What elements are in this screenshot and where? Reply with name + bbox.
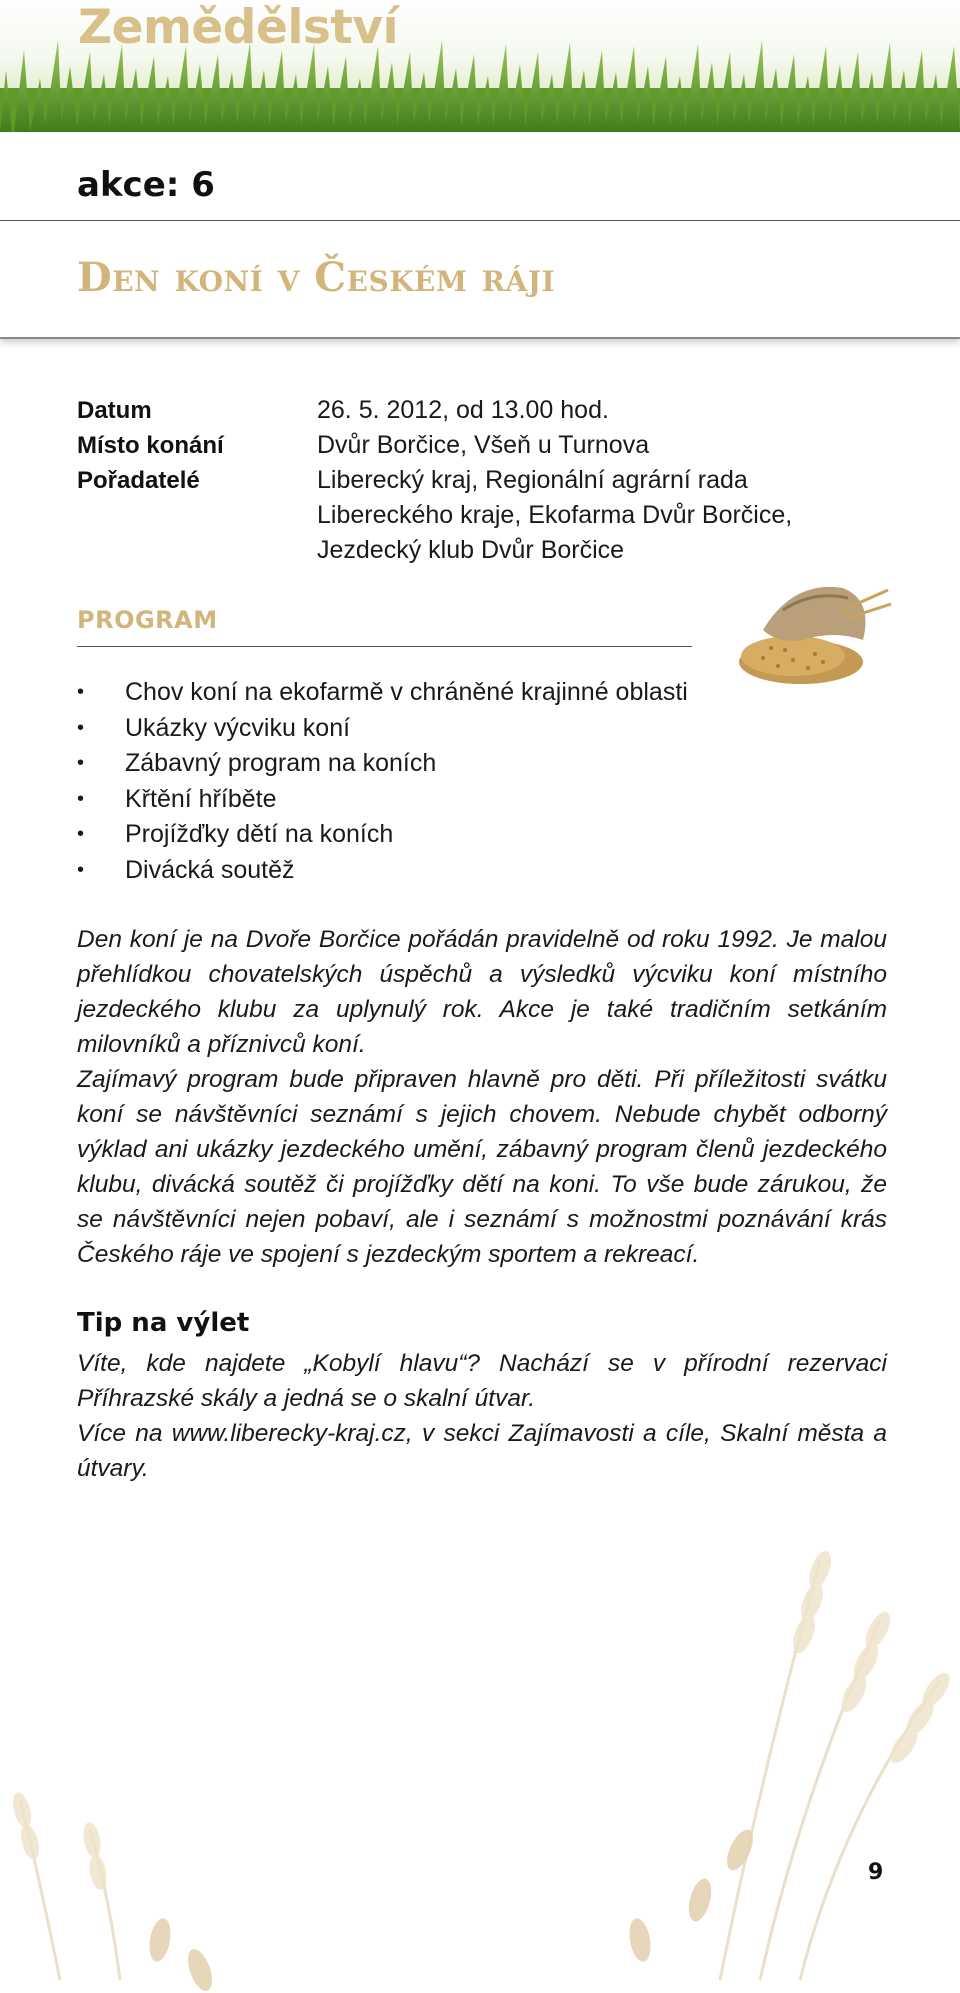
program-item-text: Projížďky dětí na koních [125, 820, 394, 848]
program-divider [77, 646, 692, 647]
bullet: • [77, 787, 85, 810]
bullet: • [77, 858, 85, 881]
tip-paragraph: Více na www.liberecky-kraj.cz, v sekci Zajímavosti a cíle, Skalní města a útvary. [77, 1420, 887, 1482]
program-list [77, 675, 688, 888]
wheat-illustration [0, 1380, 960, 1993]
place-value: Dvůr Borčice, Všeň u Turnova [317, 431, 650, 459]
program-item-text: Zábavný program na koních [125, 749, 437, 777]
date-value: 26. 5. 2012, od 13.00 hod. [317, 396, 609, 424]
organizers-line: Jezdecký klub Dvůr Borčice [317, 536, 625, 564]
bullet: • [77, 823, 85, 845]
list-item [77, 782, 688, 818]
organizers-value [317, 463, 792, 568]
section-title: Zemědělství [78, 0, 399, 55]
bullet: • [77, 752, 85, 774]
program-item-text: Ukázky výcviku koní [125, 713, 351, 742]
tip-heading: Tip na výlet [77, 1308, 250, 1338]
tip-paragraph: Víte, kde najdete „Kobylí hlavu“? Nachází se v přírodní rezervaci Příhrazské skály a jedná se o skalní útvar. [77, 1350, 887, 1412]
program-item-text: Chov koní na ekofarmě v chráněné krajinné oblasti [125, 678, 688, 706]
program-item-text: Divácká soutěž [125, 855, 295, 884]
list-item [77, 675, 688, 711]
organizers-line: Liberecký kraj, Regionální agrární rada [317, 466, 748, 494]
program-heading: PROGRAM [77, 606, 218, 634]
page-number: 9 [868, 1860, 884, 1885]
event-title: Den koní v Českém ráji [77, 254, 556, 301]
description-paragraph: Zajímavý program bude připraven hlavně pro děti. Při příležitosti svátku koní se návštěvníci seznámí s jejich chovem. Nebude chybět odborný výklad ani ukázky jezdeckého umění, zábavný program členů jezdeckého klubu, divácká soutěž či projížďky dětí na koni. To vše bude zárukou, že se návštěvníci nejen pobaví, ale i seznámí s možnostmi poznávání krás Českého ráje ve spojení s jezdeckým sportem a rekreací. [77, 1066, 887, 1268]
info-row-place [77, 428, 877, 463]
grain-sack-illustration [723, 570, 893, 690]
info-row-organizers [77, 463, 877, 568]
event-info [77, 393, 877, 568]
organizers-line: Libereckého kraje, Ekofarma Dvůr Borčice, [317, 501, 793, 529]
list-item [77, 853, 688, 889]
event-number: akce: 6 [77, 165, 215, 205]
organizers-label: Pořadatelé [77, 467, 200, 494]
info-row-date [77, 393, 877, 428]
bullet: • [77, 681, 85, 703]
list-item [77, 746, 688, 782]
program-item-text: Křtění hříběte [125, 784, 277, 813]
bullet: • [77, 716, 85, 739]
date-label: Datum [77, 397, 152, 424]
event-description [77, 922, 887, 1272]
place-label: Místo konání [77, 432, 224, 459]
list-item [77, 711, 688, 747]
description-paragraph: Den koní je na Dvoře Borčice pořádán pravidelně od roku 1992. Je malou přehlídkou chovatelských úspěchů a výsledků výcviku koní místního jezdeckého klubu za uplynulý rok. Akce je také tradičním setkáním milovníků a příznivců koní. [77, 926, 887, 1058]
list-item [77, 817, 688, 853]
